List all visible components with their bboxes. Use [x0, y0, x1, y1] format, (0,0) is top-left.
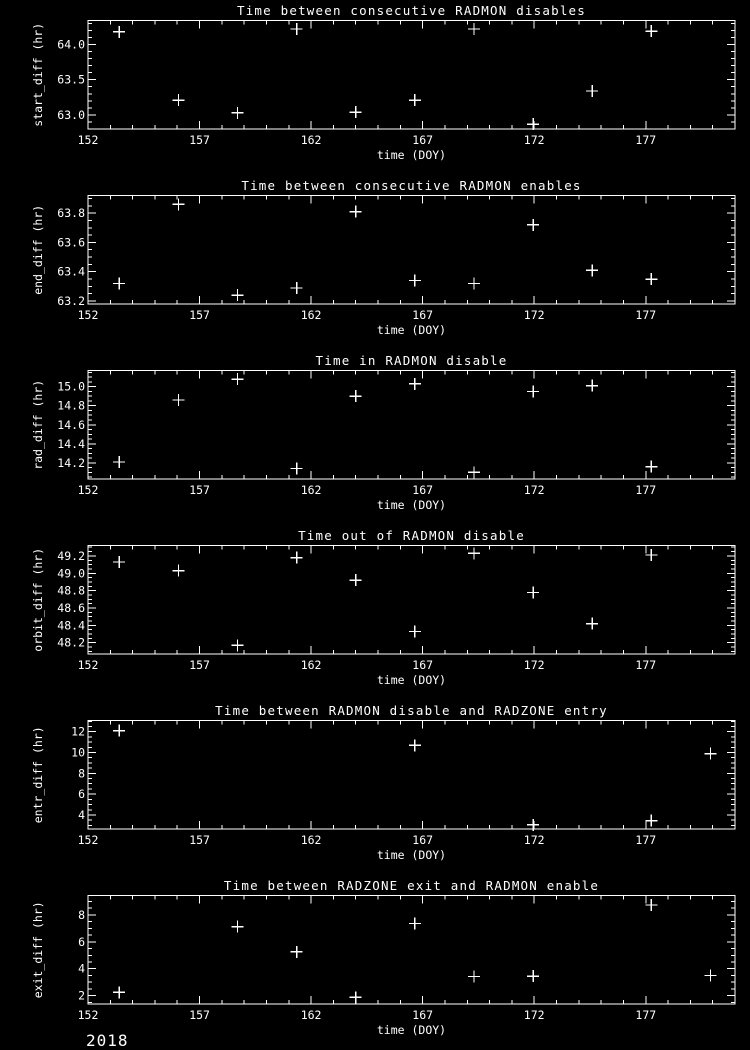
x-tick-label: 152	[77, 483, 99, 497]
plot-title: Time between RADMON disable and RADZONE entry	[215, 703, 608, 718]
x-tick-label: 157	[189, 483, 210, 497]
x-tick-label: 172	[523, 658, 545, 672]
x-axis-label: time (DOY)	[376, 848, 447, 862]
data-points	[113, 725, 716, 831]
y-tick-label: 10	[71, 745, 85, 760]
year-label: 2018	[86, 1031, 129, 1050]
x-tick-label: 152	[77, 133, 99, 147]
x-tick-label: 157	[189, 1008, 210, 1022]
y-tick-label: 63.2	[57, 294, 85, 309]
x-tick-label: 157	[189, 833, 210, 847]
y-tick-label: 49.0	[57, 566, 85, 581]
x-tick-label: 152	[77, 658, 99, 672]
plot-frame	[88, 546, 735, 655]
y-tick-label: 2	[78, 988, 85, 1003]
x-tick-label: 172	[523, 833, 545, 847]
data-points	[113, 373, 657, 478]
x-tick-label: 167	[412, 483, 434, 497]
y-tick-label: 48.2	[57, 635, 85, 650]
y-tick-label: 8	[78, 907, 85, 922]
plot-frame	[88, 196, 735, 305]
x-tick-label: 167	[412, 833, 434, 847]
x-axis-label: time (DOY)	[376, 1023, 447, 1037]
x-tick-label: 152	[77, 308, 99, 322]
x-tick-label: 167	[412, 133, 434, 147]
x-axis-label: time (DOY)	[376, 673, 447, 687]
y-tick-label: 48.8	[57, 583, 85, 598]
data-points	[113, 547, 657, 651]
x-tick-label: 172	[523, 133, 545, 147]
x-tick-label: 177	[635, 1008, 657, 1022]
y-axis-label: end_diff (hr)	[31, 204, 45, 295]
y-tick-label: 6	[78, 934, 85, 949]
plot-title: Time in RADMON disable	[315, 353, 508, 368]
x-tick-label: 172	[523, 308, 545, 322]
y-axis-label: start_diff (hr)	[31, 22, 45, 127]
data-points	[113, 23, 657, 130]
plot-frame	[88, 721, 735, 830]
y-tick-label: 63.0	[57, 107, 85, 122]
y-axis-label: entr_diff (hr)	[31, 726, 45, 824]
y-tick-label: 63.6	[57, 235, 85, 250]
y-tick-label: 8	[78, 766, 85, 781]
x-tick-label: 157	[189, 658, 210, 672]
y-tick-label: 64.0	[57, 37, 85, 52]
y-axis-label: exit_diff (hr)	[31, 901, 45, 999]
x-tick-label: 177	[635, 833, 657, 847]
y-axis-label: rad_diff (hr)	[31, 379, 45, 470]
plot-frame	[88, 371, 735, 480]
x-tick-label: 167	[412, 308, 434, 322]
y-tick-label: 63.5	[57, 72, 85, 87]
x-tick-label: 172	[523, 483, 545, 497]
x-tick-label: 167	[412, 658, 434, 672]
y-tick-label: 12	[71, 724, 85, 739]
y-tick-label: 63.8	[57, 206, 85, 221]
y-tick-label: 49.2	[57, 548, 85, 563]
plot-title: Time between RADZONE exit and RADMON enable	[223, 878, 600, 893]
x-tick-label: 162	[300, 1008, 322, 1022]
x-tick-label: 172	[523, 1008, 545, 1022]
plot-title: Time out of RADMON disable	[298, 528, 525, 543]
y-tick-label: 48.6	[57, 601, 85, 615]
x-tick-label: 157	[189, 308, 210, 322]
y-tick-label: 14.6	[57, 417, 85, 432]
y-tick-label: 63.4	[57, 264, 85, 279]
x-tick-label: 177	[635, 133, 657, 147]
plot-5	[0, 700, 750, 875]
axis-ticks	[88, 896, 735, 1005]
plot-title: Time between consecutive RADMON disables	[236, 3, 587, 18]
x-tick-label: 167	[412, 1008, 434, 1022]
axis-ticks	[88, 21, 735, 130]
axis-ticks	[88, 371, 735, 480]
x-tick-label: 162	[300, 483, 322, 497]
plot-6	[0, 875, 750, 1050]
y-axis-label: orbit_diff (hr)	[31, 547, 45, 652]
plot-title: Time between consecutive RADMON enables	[241, 178, 582, 193]
axis-ticks	[88, 721, 735, 830]
axis-ticks	[88, 546, 735, 655]
y-tick-label: 15.0	[57, 379, 85, 394]
plot-3	[0, 350, 750, 525]
x-tick-label: 162	[300, 658, 322, 672]
x-axis-label: time (DOY)	[376, 323, 447, 337]
plot-frame	[88, 21, 735, 130]
x-tick-label: 162	[300, 308, 322, 322]
y-tick-label: 14.4	[57, 436, 85, 451]
y-tick-label: 4	[78, 961, 85, 976]
data-points	[113, 198, 657, 301]
x-tick-label: 162	[300, 833, 322, 847]
plot-4	[0, 525, 750, 700]
x-tick-label: 152	[77, 833, 99, 847]
y-tick-label: 14.8	[57, 398, 85, 413]
y-tick-label: 6	[78, 787, 85, 802]
plot-frame	[88, 896, 735, 1005]
y-tick-label: 48.4	[57, 618, 85, 633]
x-tick-label: 177	[635, 483, 657, 497]
plot-2	[0, 175, 750, 350]
x-axis-label: time (DOY)	[376, 148, 447, 162]
x-axis-label: time (DOY)	[376, 498, 447, 512]
x-tick-label: 177	[635, 308, 657, 322]
x-tick-label: 177	[635, 658, 657, 672]
axis-ticks	[88, 196, 735, 305]
data-points	[113, 899, 716, 1003]
x-tick-label: 162	[300, 133, 322, 147]
plot-1	[0, 0, 750, 175]
x-tick-label: 157	[189, 133, 210, 147]
x-tick-label: 152	[77, 1008, 99, 1022]
y-tick-label: 4	[78, 808, 85, 822]
y-tick-label: 14.2	[57, 455, 85, 470]
